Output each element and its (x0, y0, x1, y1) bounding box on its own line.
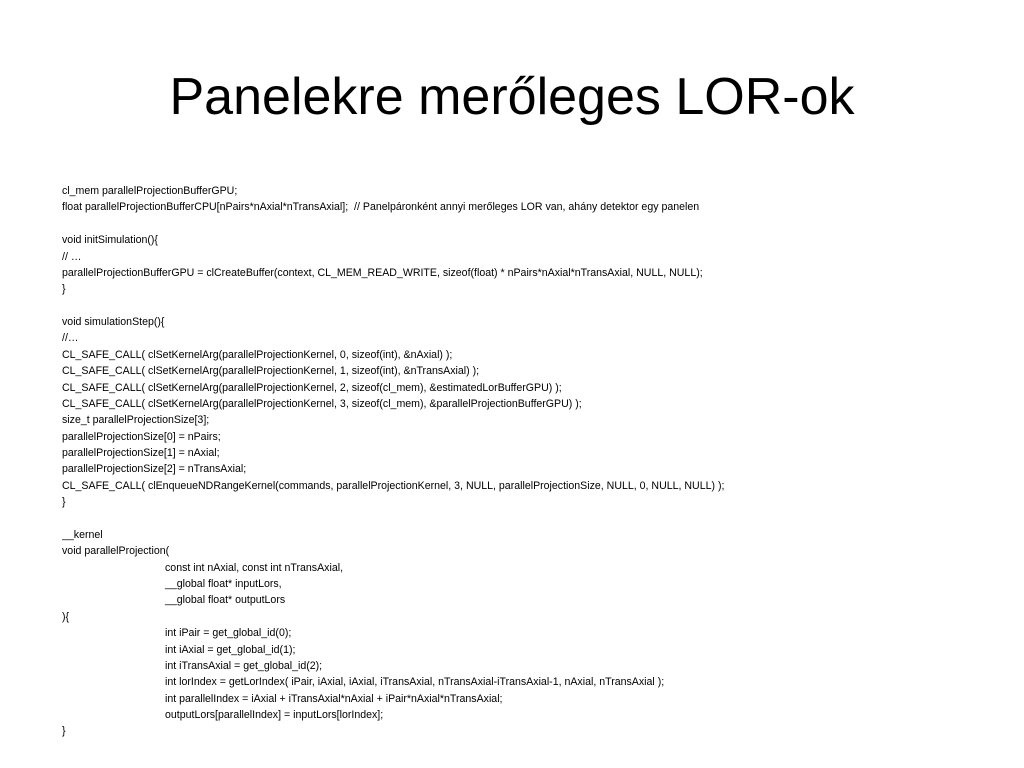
code-line: parallelProjectionBufferGPU = clCreateBuffer(context, CL_MEM_READ_WRITE, sizeof(float) * nPairs*nAxial*nTransAxial, NULL, NULL); (62, 266, 703, 279)
code-listing (62, 183, 1012, 740)
code-line: CL_SAFE_CALL( clSetKernelArg(parallelProjectionKernel, 1, sizeof(int), &nTransAxial) ); (62, 365, 480, 378)
code-line: void initSimulation(){ (62, 234, 158, 247)
code-line: CL_SAFE_CALL( clEnqueueNDRangeKernel(commands, parallelProjectionKernel, 3, NULL, parallelProjectionSize, NULL, 0, NULL, NULL) ); (62, 479, 725, 492)
code-line: } (62, 725, 66, 738)
code-line (62, 511, 1012, 527)
code-line: int parallelIndex = iAxial + iTransAxial*nAxial + iPair*nAxial*nTransAxial; (165, 692, 503, 705)
slide-title: Panelekre merőleges LOR-ok (169, 68, 855, 126)
code-line: int lorIndex = getLorIndex( iPair, iAxial, iAxial, iTransAxial, nTransAxial-iTransAxial-1, nAxial, nTransAxial ); (165, 676, 665, 689)
code-line: parallelProjectionSize[0] = nPairs; (62, 430, 221, 443)
code-line (62, 298, 1012, 314)
code-line: cl_mem parallelProjectionBufferGPU; (62, 185, 238, 197)
code-line: float parallelProjectionBufferCPU[nPairs*nAxial*nTransAxial]; // Panelpáronként annyi merőleges LOR van, ahány detektor egy panelen (62, 201, 700, 214)
code-line: int iAxial = get_global_id(1); (165, 643, 296, 656)
code-line: ){ (62, 610, 70, 623)
code-line: void parallelProjection( (62, 545, 170, 558)
code-line: __global float* inputLors, (165, 578, 282, 590)
code-line: void simulationStep(){ (62, 316, 165, 328)
code-line: parallelProjectionSize[2] = nTransAxial; (62, 463, 247, 476)
code-line: size_t parallelProjectionSize[3]; (62, 414, 210, 427)
code-line: outputLors[parallelIndex] = inputLors[lorIndex]; (165, 709, 384, 721)
code-line: __kernel (62, 528, 103, 541)
code-line: } (62, 283, 66, 296)
code-line (62, 216, 1012, 232)
code-line: parallelProjectionSize[1] = nAxial; (62, 447, 220, 459)
code-line: // … (62, 250, 82, 263)
code-line: CL_SAFE_CALL( clSetKernelArg(parallelProjectionKernel, 3, sizeof(cl_mem), &parallelProjectionBufferGPU) ); (62, 397, 582, 410)
code-line: CL_SAFE_CALL( clSetKernelArg(parallelProjectionKernel, 0, sizeof(int), &nAxial) ); (62, 348, 453, 361)
code-line: int iTransAxial = get_global_id(2); (165, 659, 323, 672)
code-line: const int nAxial, const int nTransAxial, (165, 561, 344, 574)
code-line: int iPair = get_global_id(0); (165, 627, 292, 640)
code-line: //… (62, 332, 79, 345)
code-line: CL_SAFE_CALL( clSetKernelArg(parallelProjectionKernel, 2, sizeof(cl_mem), &estimatedLorBufferGPU) ); (62, 381, 562, 394)
code-line: } (62, 496, 66, 509)
code-line: __global float* outputLors (165, 594, 286, 607)
